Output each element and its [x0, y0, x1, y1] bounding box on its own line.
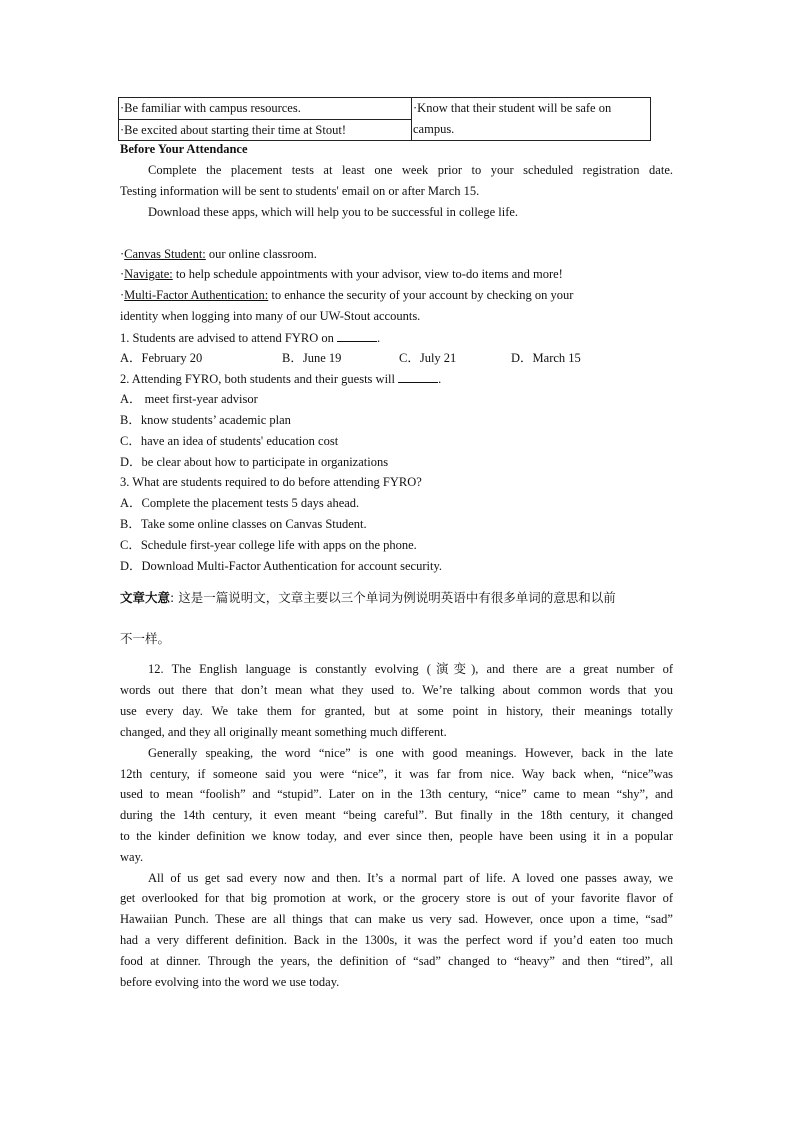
passage-p3-line: had a very different definition. Back in the 1300s, it was the perfect word if you’d eaten too much	[120, 933, 673, 947]
passage-p2-line: 12th century, if someone said you were “nice”, it was far from nice. Way back when, “nice”was	[120, 767, 673, 781]
app-item-canvas: ·Canvas Student: our online classroom.	[120, 247, 317, 261]
q2-option-b: B．know students’ academic plan	[120, 413, 291, 427]
passage-p3-line: before evolving into the word we use today.	[120, 975, 340, 989]
table-cell-excited: ·Be excited about starting their time at Stout!	[119, 119, 412, 141]
passage-p1-line: use every day. We take them for granted, but at some point in history, their meanings totally	[120, 704, 673, 718]
passage-p2-line: Generally speaking, the word “nice” is one with good meanings. However, back in the late	[148, 746, 673, 760]
para1-line2: Testing information will be sent to students' email on or after March 15.	[120, 184, 480, 198]
question-1-stem: 1. Students are advised to attend FYRO on	[120, 331, 334, 345]
app-desc-navigate: to help schedule appointments with your advisor, view to-do items and more!	[172, 267, 563, 281]
app-item-mfa: ·Multi-Factor Authentication: to enhance the security of your account by checking on your	[120, 288, 574, 302]
section-heading: Before Your Attendance	[120, 142, 248, 156]
passage-p3-line: get overlooked for that big promotion at work, or the grocery store is out of your favorite flavor of	[120, 891, 673, 905]
app-name-canvas: Canvas Student:	[124, 247, 206, 261]
app-desc-mfa: to enhance the security of your account by checking on your	[268, 288, 574, 302]
question-1-options	[120, 350, 581, 366]
q3-option-c: C．Schedule first-year college life with apps on the phone.	[120, 538, 417, 552]
passage-p1-line: changed, and they all originally meant something much different.	[120, 725, 447, 739]
q2-option-c: C．have an idea of students' education cost	[120, 434, 339, 448]
table-cell-familiar: ·Be familiar with campus resources.	[119, 98, 412, 120]
question-2: 2. Attending FYRO, both students and their guests will .	[120, 372, 442, 386]
goals-table	[118, 97, 651, 141]
answer-blank	[398, 370, 438, 383]
q1-option-d: D．March 15	[511, 351, 581, 365]
summary-label: 文章大意	[120, 590, 171, 605]
summary-line2: 不一样。	[120, 631, 171, 646]
app-item-mfa-cont: identity when logging into many of our UW-Stout accounts.	[120, 309, 421, 323]
para1-line1: Complete the placement tests at least one week prior to your scheduled registration date.	[148, 163, 673, 177]
passage-p2-line: during the 14th century, it even meant “being careful”. But finally in the 18th century, it changed	[120, 808, 673, 822]
app-item-navigate: ·Navigate: to help schedule appointments with your advisor, view to-do items and more!	[120, 267, 563, 281]
passage-p2-line: used to mean “foolish” and “stupid”. Later on in the 13th century, “nice” came to mean “shy”, and	[120, 787, 673, 801]
q3-option-d: D．Download Multi-Factor Authentication for account security.	[120, 559, 443, 573]
passage-p3-line: All of us get sad every now and then. It’s a normal part of life. A loved one passes away, we	[148, 871, 673, 885]
q3-option-b: B．Take some online classes on Canvas Student.	[120, 517, 367, 531]
q1-option-c: C．July 21	[399, 351, 457, 365]
app-name-mfa: Multi-Factor Authentication:	[124, 288, 269, 302]
question-2-stem: 2. Attending FYRO, both students and their guests will	[120, 372, 395, 386]
q1-option-b: B．June 19	[282, 351, 342, 365]
summary-line1	[120, 590, 616, 606]
passage-p1-line: 12. The English language is constantly evolving (演变), and there are a great number of	[148, 662, 673, 676]
passage-p2-line: to the kinder definition we know today, and ever since then, people have been using it in a popular	[120, 829, 673, 843]
app-desc-canvas: our online classroom.	[205, 247, 317, 261]
table-cell-safe: ·Know that their student will be safe on campus.	[412, 98, 651, 141]
question-3-stem: 3. What are students required to do before attending FYRO?	[120, 475, 422, 489]
q2-option-d: D．be clear about how to participate in organizations	[120, 455, 389, 469]
passage-p2-line: way.	[120, 850, 144, 864]
app-name-navigate: Navigate:	[124, 267, 173, 281]
summary-text: : 这是一篇说明文，文章主要以三个单词为例说明英语中有很多单词的意思和以前	[170, 590, 616, 605]
passage-p3-line: food at dinner. Through the years, the definition of “sad” changed to “heavy” and then “tired”, all	[120, 954, 673, 968]
q2-option-a: A． meet first-year advisor	[120, 392, 258, 406]
question-1: 1. Students are advised to attend FYRO on .	[120, 331, 381, 345]
para2: Download these apps, which will help you to be successful in college life.	[148, 205, 519, 219]
q1-option-a: A．February 20	[120, 351, 203, 365]
answer-blank	[337, 329, 377, 342]
q3-option-a: A．Complete the placement tests 5 days ahead.	[120, 496, 360, 510]
passage-p3-line: Hawaiian Punch. These are all things that can make us very sad. However, once upon a time, “sad”	[120, 912, 673, 926]
passage-p1-line: words out there that don’t mean what they used to. We’re talking about common words that you	[120, 683, 673, 697]
